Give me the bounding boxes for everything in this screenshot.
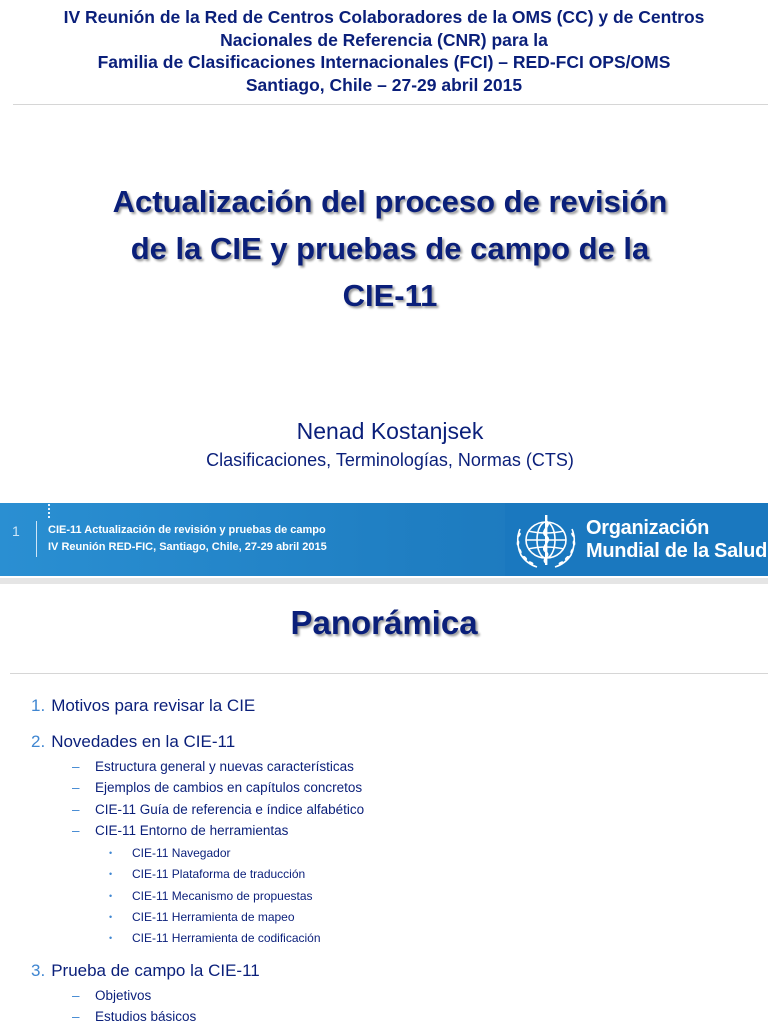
who-logo — [505, 503, 768, 576]
dash-bullet: – — [72, 759, 80, 774]
footer-line-1: CIE-11 Actualización de revisión y pruebas de campo — [48, 524, 326, 536]
outline-tool-item — [109, 867, 305, 881]
outline-tool-item — [109, 931, 321, 945]
outline-subitem — [72, 1009, 196, 1024]
footer-divider — [36, 521, 37, 557]
outline-subitem-label: CIE-11 Entorno de herramientas — [95, 823, 289, 838]
outline-subitem — [72, 759, 354, 774]
conference-header-line: Santiago, Chile – 27-29 abril 2015 — [245, 74, 523, 95]
outline-tool-label: CIE-11 Herramienta de codificación — [132, 931, 321, 945]
talk-title — [40, 178, 740, 319]
outline-label: Novedades en la CIE-11 — [51, 732, 236, 751]
outline-tool-label: CIE-11 Navegador — [132, 846, 231, 860]
outline-subitem — [72, 988, 151, 1003]
outline-subitem-label: Objetivos — [95, 988, 152, 1003]
outline-subitem — [72, 780, 362, 795]
who-org-name-line: Organización — [586, 517, 710, 539]
who-org-name-line: Mundial de la Salud — [586, 540, 767, 562]
bullet-dot: • — [109, 912, 113, 922]
conference-header — [0, 6, 768, 96]
outline-number: 2. — [31, 732, 46, 751]
author-unit: Clasificaciones, Terminologías, Normas (CTS) — [206, 450, 574, 470]
slide-2 — [0, 584, 768, 1024]
outline-item — [31, 961, 260, 981]
who-org-name — [586, 517, 767, 563]
outline-subitem — [72, 823, 288, 838]
outline-tool-label: CIE-11 Herramienta de mapeo — [132, 910, 295, 924]
outline-item — [31, 696, 255, 716]
who-emblem-icon — [511, 509, 581, 571]
conference-header-line: Familia de Clasificaciones Internacionales (FCI) – RED-FCI OPS/OMS — [97, 52, 671, 72]
footer-dots — [48, 504, 52, 518]
bullet-dot: • — [109, 848, 113, 858]
bullet-dot: • — [109, 869, 113, 879]
outline-subitem — [72, 802, 364, 817]
dash-bullet: – — [72, 780, 80, 795]
outline-subitem-label: Estudios básicos — [95, 1009, 197, 1024]
author-name: Nenad Kostanjsek — [296, 418, 484, 444]
header-divider — [13, 104, 768, 105]
outline-tool-label: CIE-11 Plataforma de traducción — [132, 867, 306, 881]
outline-subitem-label: Ejemplos de cambios en capítulos concretos — [95, 780, 363, 795]
talk-title-line: CIE-11 — [342, 278, 438, 313]
conference-header-line: IV Reunión de la Red de Centros Colaboradores de la OMS (CC) y de Centros — [63, 7, 705, 27]
conference-header-line: Nacionales de Referencia (CNR) para la — [220, 29, 548, 50]
outline-number: 1. — [31, 696, 46, 715]
dash-bullet: – — [72, 823, 80, 838]
page-number: 1 — [12, 523, 20, 539]
outline-subitem-label: Estructura general y nuevas características — [95, 759, 354, 774]
dash-bullet: – — [72, 802, 80, 817]
footer-line-2: IV Reunión RED-FIC, Santiago, Chile, 27-29 abril 2015 — [48, 541, 327, 553]
talk-title-line: Actualización del proceso de revisión — [112, 184, 668, 219]
bullet-dot: • — [109, 891, 113, 901]
outline-item — [31, 732, 235, 752]
dash-bullet: – — [72, 988, 80, 1003]
bullet-dot: • — [109, 933, 113, 943]
dash-bullet: – — [72, 1009, 80, 1024]
talk-title-line: de la CIE y pruebas de campo de la — [130, 231, 650, 266]
outline-tool-item — [109, 846, 231, 860]
overview-title: Panorámica — [290, 604, 478, 641]
outline-tool-item — [109, 889, 313, 903]
outline-label: Prueba de campo la CIE-11 — [51, 961, 260, 980]
outline-tool-label: CIE-11 Mecanismo de propuestas — [132, 889, 313, 903]
outline-subitem-label: CIE-11 Guía de referencia e índice alfabético — [95, 802, 365, 817]
title-divider — [10, 673, 768, 674]
outline-number: 3. — [31, 961, 46, 980]
outline-label: Motivos para revisar la CIE — [51, 696, 256, 715]
outline-tool-item — [109, 910, 295, 924]
